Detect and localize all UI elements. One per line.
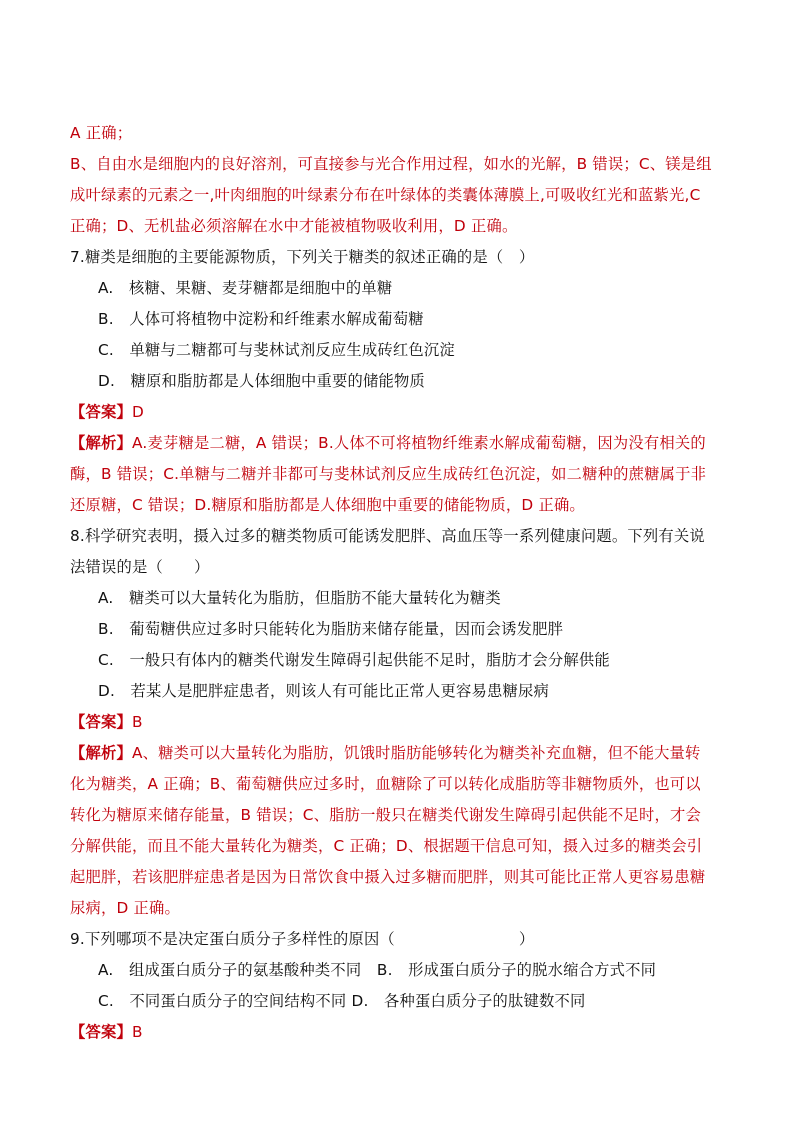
question-8-option-b: B. 葡萄糖供应过多时只能转化为脂肪来储存能量，因而会诱发肥胖 [98, 620, 564, 638]
answer-tag: 【答案】 [70, 713, 132, 731]
question-8-analysis-line-1 [70, 738, 724, 769]
analysis-text: A.麦芽糖是二糖，A 错误；B.人体不可将植物纤维素水解成葡萄糖，因为没有相关的 [132, 434, 706, 452]
question-8-analysis-line-4: 分解供能，而且不能大量转化为糖类，C 正确；D、根据题干信息可知，摄入过多的糖类会引 [70, 837, 703, 855]
question-7-analysis-line-2: 酶，B 错误；C.单糖与二糖并非都可与斐林试剂反应生成砖红色沉淀，如二糖种的蔗糖属于非 [70, 465, 707, 483]
question-8-analysis-line-6: 尿病，D 正确。 [70, 899, 181, 917]
question-7-analysis-line-1 [70, 428, 724, 459]
prev-explanation-line-4: 正确；D、无机盐必须溶解在水中才能被植物吸收利用，D 正确。 [70, 217, 518, 235]
analysis-text: A、糖类可以大量转化为脂肪，饥饿时脂肪能够转化为糖类补充血糖，但不能大量转 [132, 744, 701, 762]
prev-explanation-line-2: B、自由水是细胞内的良好溶剂，可直接参与光合作用过程，如水的光解，B 错误；C、镁是组 [70, 155, 712, 173]
question-7-option-c: C. 单糖与二糖都可与斐林试剂反应生成砖红色沉淀 [98, 341, 455, 359]
question-7-option-b: B. 人体可将植物中淀粉和纤维素水解成葡萄糖 [98, 310, 424, 328]
prev-explanation-line-1: A 正确； [70, 124, 133, 142]
question-7-analysis-line-3: 还原糖，C 错误；D.糖原和脂肪都是人体细胞中重要的储能物质，D 正确。 [70, 496, 585, 514]
question-8-option-d: D. 若某人是肥胖症患者，则该人有可能比正常人更容易患糖尿病 [98, 682, 549, 700]
question-8-stem-line-2: 法错误的是（ ） [70, 558, 210, 576]
answer-value: D [132, 403, 144, 421]
prev-explanation-line-3: 成叶绿素的元素之一,叶肉细胞的叶绿素分布在叶绿体的类囊体薄膜上,可吸收红光和蓝紫光,C [70, 186, 701, 204]
question-8-option-a: A. 糖类可以大量转化为脂肪，但脂肪不能大量转化为糖类 [98, 589, 501, 607]
question-8-answer [70, 707, 724, 738]
answer-tag: 【答案】 [70, 1023, 132, 1041]
analysis-tag: 【解析】 [70, 744, 132, 762]
question-7-option-d: D. 糖原和脂肪都是人体细胞中重要的储能物质 [98, 372, 425, 390]
question-8-analysis-line-2: 化为糖类，A 正确；B、葡萄糖供应过多时，血糖除了可以转化成脂肪等非糖物质外，也可以 [70, 775, 701, 793]
question-8-option-c: C. 一般只有体内的糖类代谢发生障碍引起供能不足时，脂肪才会分解供能 [98, 651, 610, 669]
answer-tag: 【答案】 [70, 403, 132, 421]
question-7-answer [70, 397, 724, 428]
question-9-options-row-2: C. 不同蛋白质分子的空间结构不同 D. 各种蛋白质分子的肽键数不同 [98, 992, 586, 1010]
question-8-analysis-line-5: 起肥胖，若该肥胖症患者是因为日常饮食中摄入过多糖而肥胖，则其可能比正常人更容易患糖 [70, 868, 706, 886]
question-8-analysis-line-3: 转化为糖原来储存能量，B 错误；C、脂肪一般只在糖类代谢发生障碍引起供能不足时，才会 [70, 806, 702, 824]
answer-value: B [132, 1023, 143, 1041]
answer-value: B [132, 713, 143, 731]
question-9-options-row-1: A. 组成蛋白质分子的氨基酸种类不同 B. 形成蛋白质分子的脱水缩合方式不同 [98, 961, 657, 979]
question-7-option-a: A. 核糖、果糖、麦芽糖都是细胞中的单糖 [98, 279, 393, 297]
question-7-stem: 7.糖类是细胞的主要能源物质，下列关于糖类的叙述正确的是（ ） [70, 248, 535, 266]
analysis-tag: 【解析】 [70, 434, 132, 452]
question-8-stem-line-1: 8.科学研究表明，摄入过多的糖类物质可能诱发肥胖、高血压等一系列健康问题。下列有关说 [70, 527, 705, 545]
question-9-answer [70, 1017, 724, 1048]
question-9-stem: 9.下列哪项不是决定蛋白质分子多样性的原因（ ） [70, 930, 535, 948]
